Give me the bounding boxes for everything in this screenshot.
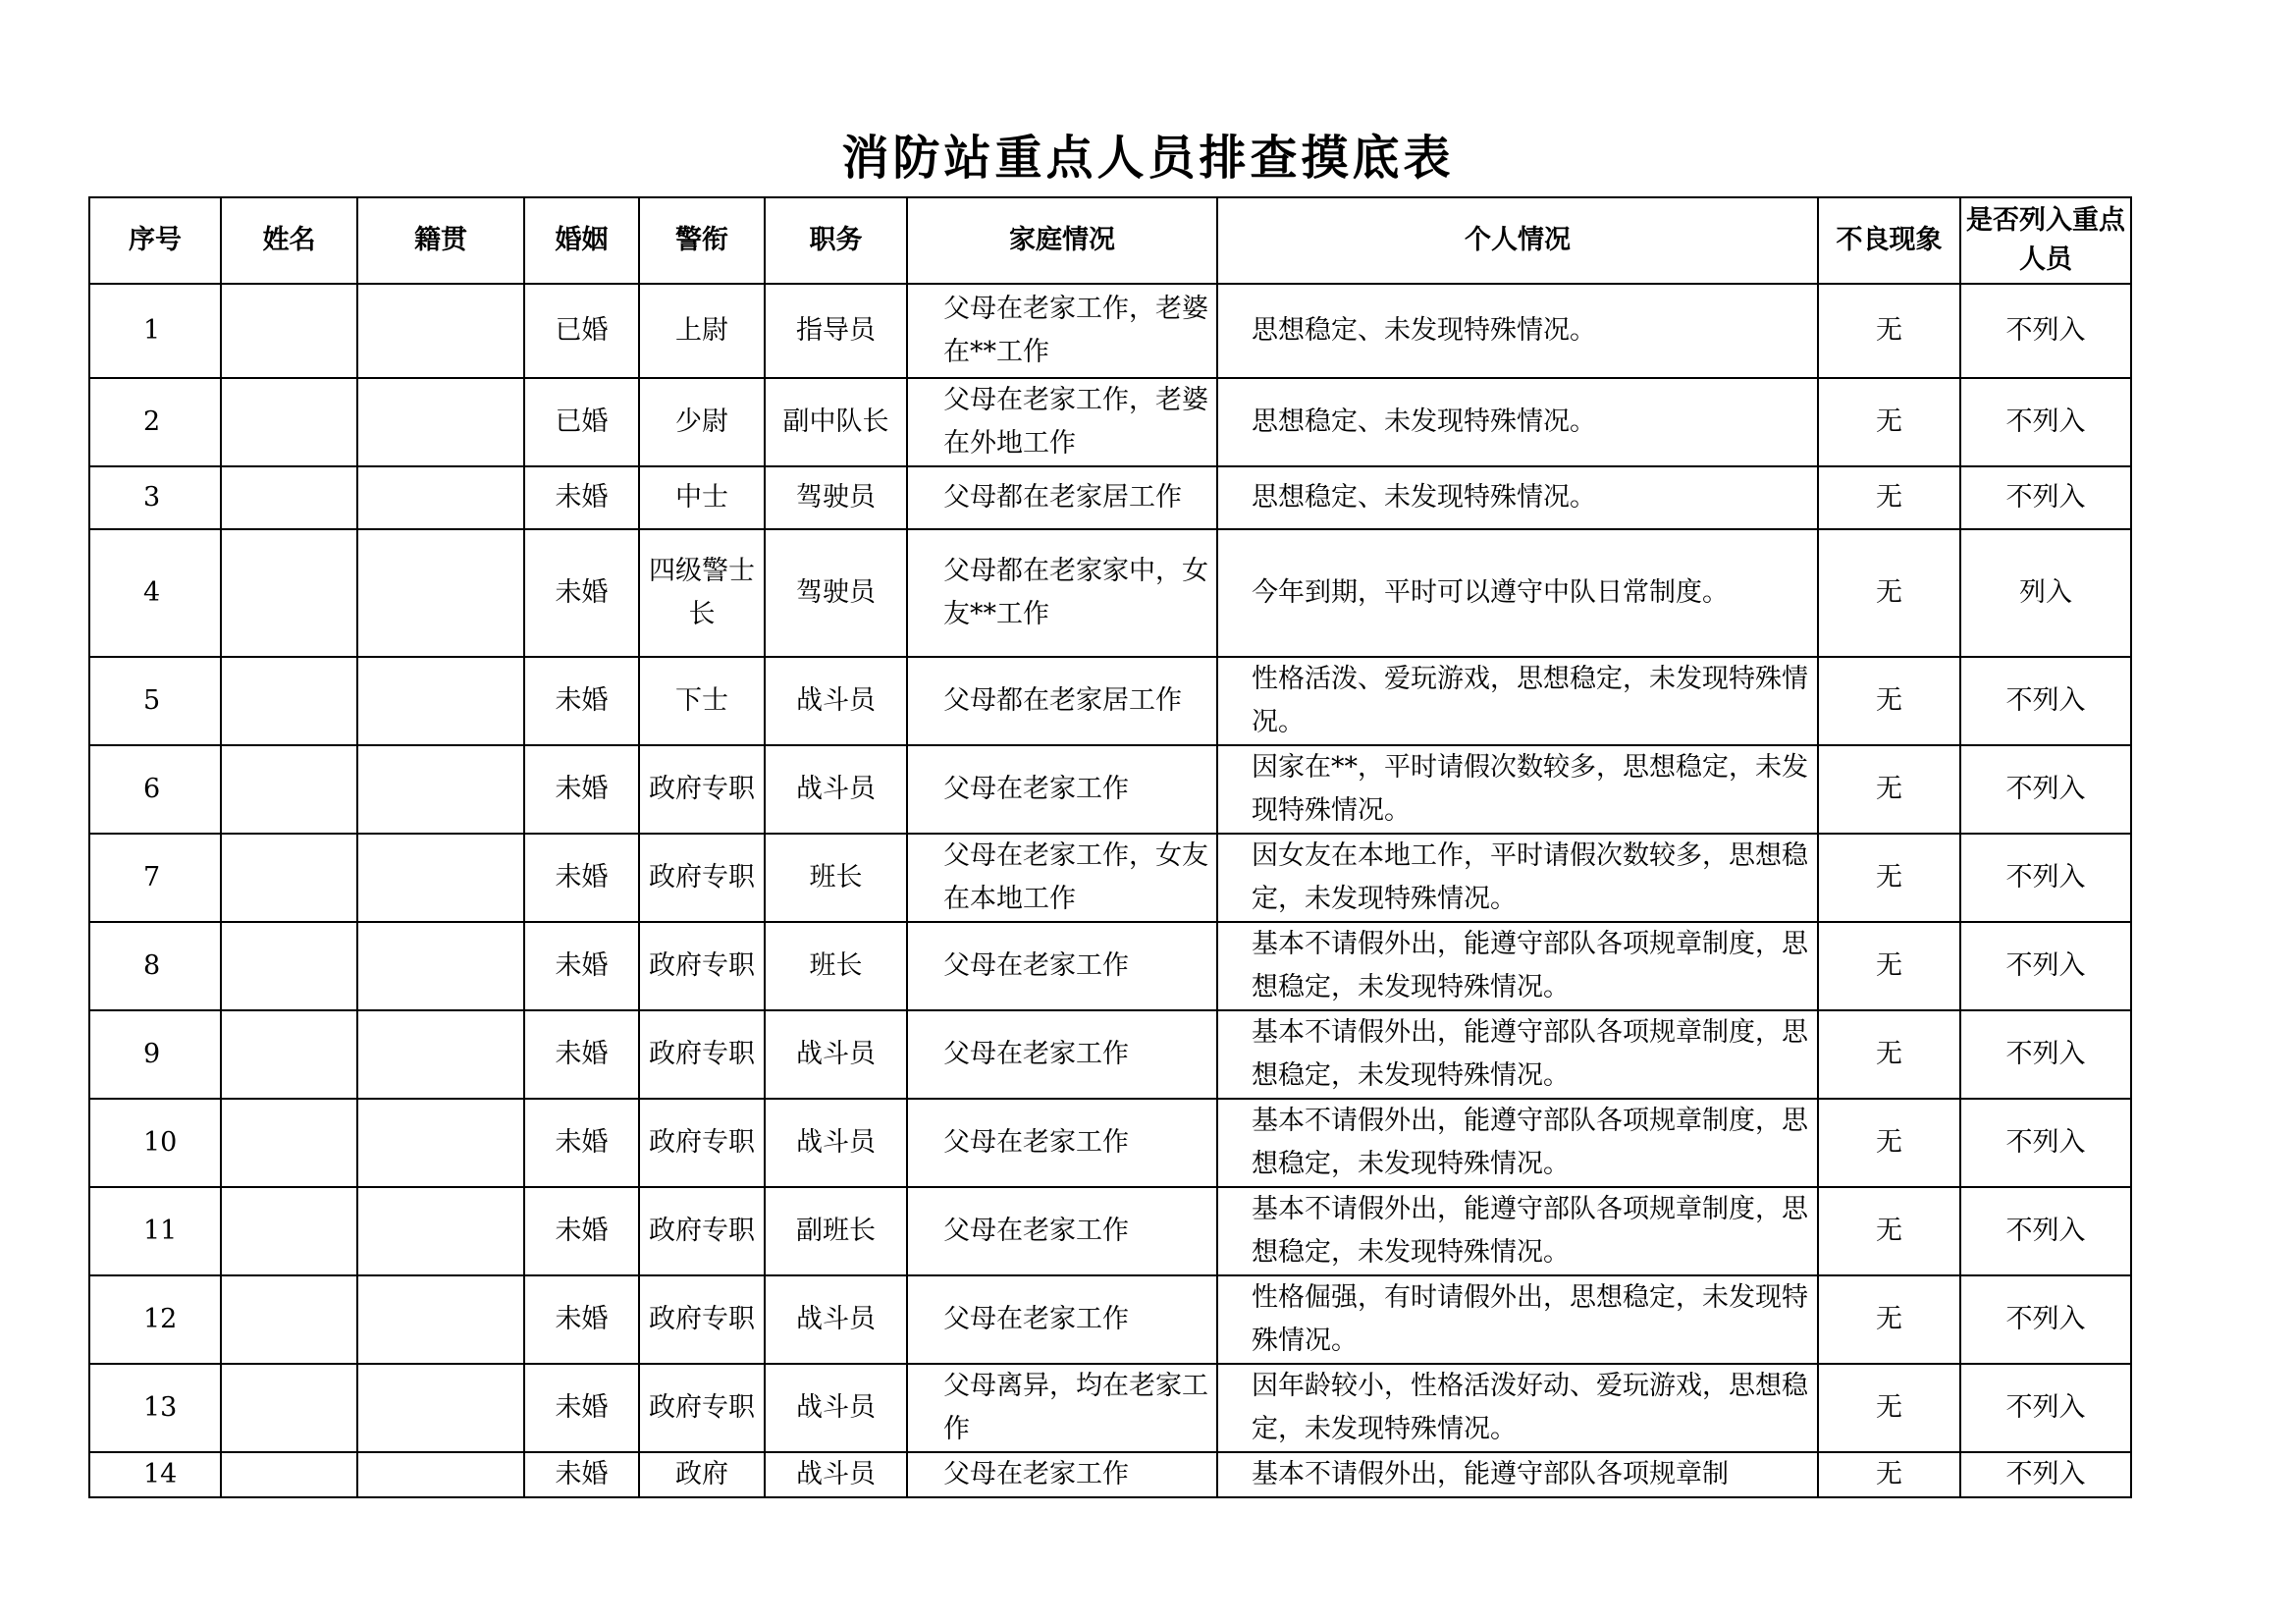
cell-family: 父母在老家工作: [907, 1010, 1217, 1099]
cell-marriage: 未婚: [524, 1452, 639, 1497]
cell-index: 10: [89, 1099, 221, 1187]
cell-personal: 基本不请假外出，能遵守部队各项规章制度，思想稳定，未发现特殊情况。: [1217, 1187, 1818, 1275]
cell-index: 2: [89, 378, 221, 466]
cell-position: 副班长: [765, 1187, 907, 1275]
cell-rank: 政府专职: [639, 1010, 765, 1099]
cell-name: [221, 745, 357, 834]
cell-index: 8: [89, 922, 221, 1010]
cell-key-person: 不列入: [1960, 745, 2131, 834]
table-row: [89, 834, 2131, 922]
cell-bad-behavior: 无: [1818, 1187, 1960, 1275]
cell-rank: 政府专职: [639, 922, 765, 1010]
cell-position: 班长: [765, 834, 907, 922]
cell-marriage: 未婚: [524, 1275, 639, 1364]
cell-hometown: [357, 1010, 524, 1099]
cell-marriage: 未婚: [524, 657, 639, 745]
cell-position: 指导员: [765, 284, 907, 378]
cell-index: 7: [89, 834, 221, 922]
cell-position: 战斗员: [765, 657, 907, 745]
table-row: [89, 1099, 2131, 1187]
cell-bad-behavior: 无: [1818, 284, 1960, 378]
cell-personal: 基本不请假外出，能遵守部队各项规章制度，思想稳定，未发现特殊情况。: [1217, 922, 1818, 1010]
cell-marriage: 未婚: [524, 1099, 639, 1187]
cell-bad-behavior: 无: [1818, 1452, 1960, 1497]
header-family: 家庭情况: [907, 197, 1217, 284]
cell-position: 驾驶员: [765, 466, 907, 529]
cell-personal: 基本不请假外出，能遵守部队各项规章制: [1217, 1452, 1818, 1497]
cell-name: [221, 1364, 357, 1452]
cell-name: [221, 1010, 357, 1099]
cell-index: 1: [89, 284, 221, 378]
cell-hometown: [357, 1275, 524, 1364]
cell-personal: 因女友在本地工作，平时请假次数较多，思想稳定，未发现特殊情况。: [1217, 834, 1818, 922]
header-personal: 个人情况: [1217, 197, 1818, 284]
cell-position: 战斗员: [765, 1099, 907, 1187]
cell-personal: 思想稳定、未发现特殊情况。: [1217, 378, 1818, 466]
cell-marriage: 已婚: [524, 284, 639, 378]
cell-index: 12: [89, 1275, 221, 1364]
cell-position: 副中队长: [765, 378, 907, 466]
cell-rank: 政府专职: [639, 1099, 765, 1187]
cell-personal: 性格倔强，有时请假外出，思想稳定，未发现特殊情况。: [1217, 1275, 1818, 1364]
cell-marriage: 未婚: [524, 1364, 639, 1452]
cell-name: [221, 657, 357, 745]
cell-rank: 政府专职: [639, 745, 765, 834]
cell-personal: 因年龄较小，性格活泼好动、爱玩游戏，思想稳定，未发现特殊情况。: [1217, 1364, 1818, 1452]
cell-personal: 今年到期，平时可以遵守中队日常制度。: [1217, 529, 1818, 657]
table-row: [89, 1364, 2131, 1452]
personnel-table: [88, 196, 2132, 1498]
cell-key-person: 不列入: [1960, 466, 2131, 529]
table-row: [89, 745, 2131, 834]
cell-rank: 四级警士长: [639, 529, 765, 657]
cell-hometown: [357, 1452, 524, 1497]
cell-rank: 政府: [639, 1452, 765, 1497]
cell-name: [221, 378, 357, 466]
cell-hometown: [357, 466, 524, 529]
cell-bad-behavior: 无: [1818, 657, 1960, 745]
cell-key-person: 不列入: [1960, 1099, 2131, 1187]
cell-hometown: [357, 1187, 524, 1275]
cell-family: 父母在老家工作: [907, 1187, 1217, 1275]
header-rank: 警衔: [639, 197, 765, 284]
cell-name: [221, 1187, 357, 1275]
table-row: [89, 529, 2131, 657]
cell-rank: 政府专职: [639, 1187, 765, 1275]
header-marriage: 婚姻: [524, 197, 639, 284]
cell-family: 父母在老家工作: [907, 922, 1217, 1010]
header-position: 职务: [765, 197, 907, 284]
cell-key-person: 不列入: [1960, 1364, 2131, 1452]
header-name: 姓名: [221, 197, 357, 284]
cell-personal: 性格活泼、爱玩游戏，思想稳定，未发现特殊情况。: [1217, 657, 1818, 745]
cell-bad-behavior: 无: [1818, 1275, 1960, 1364]
cell-personal: 基本不请假外出，能遵守部队各项规章制度，思想稳定，未发现特殊情况。: [1217, 1010, 1818, 1099]
cell-hometown: [357, 922, 524, 1010]
header-row: [89, 197, 2131, 284]
cell-family: 父母离异，均在老家工作: [907, 1364, 1217, 1452]
cell-hometown: [357, 657, 524, 745]
page-title: 消防站重点人员排查摸底表: [841, 131, 1455, 186]
cell-index: 14: [89, 1452, 221, 1497]
cell-bad-behavior: 无: [1818, 745, 1960, 834]
cell-name: [221, 529, 357, 657]
cell-name: [221, 1452, 357, 1497]
cell-bad-behavior: 无: [1818, 922, 1960, 1010]
cell-key-person: 不列入: [1960, 1275, 2131, 1364]
cell-rank: 下士: [639, 657, 765, 745]
cell-marriage: 未婚: [524, 745, 639, 834]
cell-key-person: 不列入: [1960, 1452, 2131, 1497]
cell-index: 9: [89, 1010, 221, 1099]
cell-name: [221, 284, 357, 378]
table-row: [89, 922, 2131, 1010]
cell-bad-behavior: 无: [1818, 378, 1960, 466]
cell-index: 13: [89, 1364, 221, 1452]
cell-marriage: 未婚: [524, 1010, 639, 1099]
cell-key-person: 列入: [1960, 529, 2131, 657]
cell-rank: 政府专职: [639, 1275, 765, 1364]
table-row: [89, 1275, 2131, 1364]
cell-key-person: 不列入: [1960, 1187, 2131, 1275]
cell-bad-behavior: 无: [1818, 466, 1960, 529]
header-bad-behavior: 不良现象: [1818, 197, 1960, 284]
cell-bad-behavior: 无: [1818, 1010, 1960, 1099]
cell-position: 战斗员: [765, 1275, 907, 1364]
header-key-person: 是否列入重点人员: [1960, 197, 2131, 284]
cell-personal: 因家在**，平时请假次数较多，思想稳定，未发现特殊情况。: [1217, 745, 1818, 834]
cell-index: 4: [89, 529, 221, 657]
cell-marriage: 未婚: [524, 466, 639, 529]
cell-hometown: [357, 1364, 524, 1452]
cell-marriage: 已婚: [524, 378, 639, 466]
table-row: [89, 378, 2131, 466]
cell-position: 驾驶员: [765, 529, 907, 657]
cell-name: [221, 834, 357, 922]
cell-family: 父母在老家工作: [907, 1452, 1217, 1497]
cell-bad-behavior: 无: [1818, 529, 1960, 657]
table-row: [89, 466, 2131, 529]
header-index: 序号: [89, 197, 221, 284]
cell-rank: 中士: [639, 466, 765, 529]
header-hometown: 籍贯: [357, 197, 524, 284]
cell-name: [221, 1099, 357, 1187]
cell-hometown: [357, 1099, 524, 1187]
cell-personal: 基本不请假外出，能遵守部队各项规章制度，思想稳定，未发现特殊情况。: [1217, 1099, 1818, 1187]
table-row: [89, 1187, 2131, 1275]
cell-marriage: 未婚: [524, 1187, 639, 1275]
cell-key-person: 不列入: [1960, 1010, 2131, 1099]
cell-key-person: 不列入: [1960, 834, 2131, 922]
cell-index: 5: [89, 657, 221, 745]
cell-marriage: 未婚: [524, 922, 639, 1010]
cell-name: [221, 466, 357, 529]
cell-rank: 政府专职: [639, 1364, 765, 1452]
table-row: [89, 1452, 2131, 1497]
cell-marriage: 未婚: [524, 834, 639, 922]
cell-family: 父母在老家工作，老婆在外地工作: [907, 378, 1217, 466]
cell-key-person: 不列入: [1960, 284, 2131, 378]
cell-marriage: 未婚: [524, 529, 639, 657]
cell-bad-behavior: 无: [1818, 1364, 1960, 1452]
cell-bad-behavior: 无: [1818, 834, 1960, 922]
cell-personal: 思想稳定、未发现特殊情况。: [1217, 284, 1818, 378]
cell-index: 11: [89, 1187, 221, 1275]
table-row: [89, 284, 2131, 378]
cell-personal: 思想稳定、未发现特殊情况。: [1217, 466, 1818, 529]
cell-hometown: [357, 745, 524, 834]
cell-key-person: 不列入: [1960, 657, 2131, 745]
cell-family: 父母在老家工作: [907, 745, 1217, 834]
cell-family: 父母在老家工作: [907, 1275, 1217, 1364]
cell-position: 班长: [765, 922, 907, 1010]
cell-family: 父母都在老家居工作: [907, 466, 1217, 529]
cell-position: 战斗员: [765, 1452, 907, 1497]
cell-key-person: 不列入: [1960, 378, 2131, 466]
cell-hometown: [357, 284, 524, 378]
table-row: [89, 1010, 2131, 1099]
cell-rank: 上尉: [639, 284, 765, 378]
cell-hometown: [357, 529, 524, 657]
cell-hometown: [357, 834, 524, 922]
cell-family: 父母在老家工作，女友在本地工作: [907, 834, 1217, 922]
cell-bad-behavior: 无: [1818, 1099, 1960, 1187]
table-row: [89, 657, 2131, 745]
cell-position: 战斗员: [765, 745, 907, 834]
cell-hometown: [357, 378, 524, 466]
cell-index: 3: [89, 466, 221, 529]
cell-name: [221, 1275, 357, 1364]
cell-rank: 少尉: [639, 378, 765, 466]
cell-family: 父母都在老家家中，女友**工作: [907, 529, 1217, 657]
cell-family: 父母在老家工作: [907, 1099, 1217, 1187]
cell-index: 6: [89, 745, 221, 834]
cell-rank: 政府专职: [639, 834, 765, 922]
cell-key-person: 不列入: [1960, 922, 2131, 1010]
cell-position: 战斗员: [765, 1010, 907, 1099]
cell-position: 战斗员: [765, 1364, 907, 1452]
cell-name: [221, 922, 357, 1010]
cell-family: 父母都在老家居工作: [907, 657, 1217, 745]
cell-family: 父母在老家工作，老婆在**工作: [907, 284, 1217, 378]
